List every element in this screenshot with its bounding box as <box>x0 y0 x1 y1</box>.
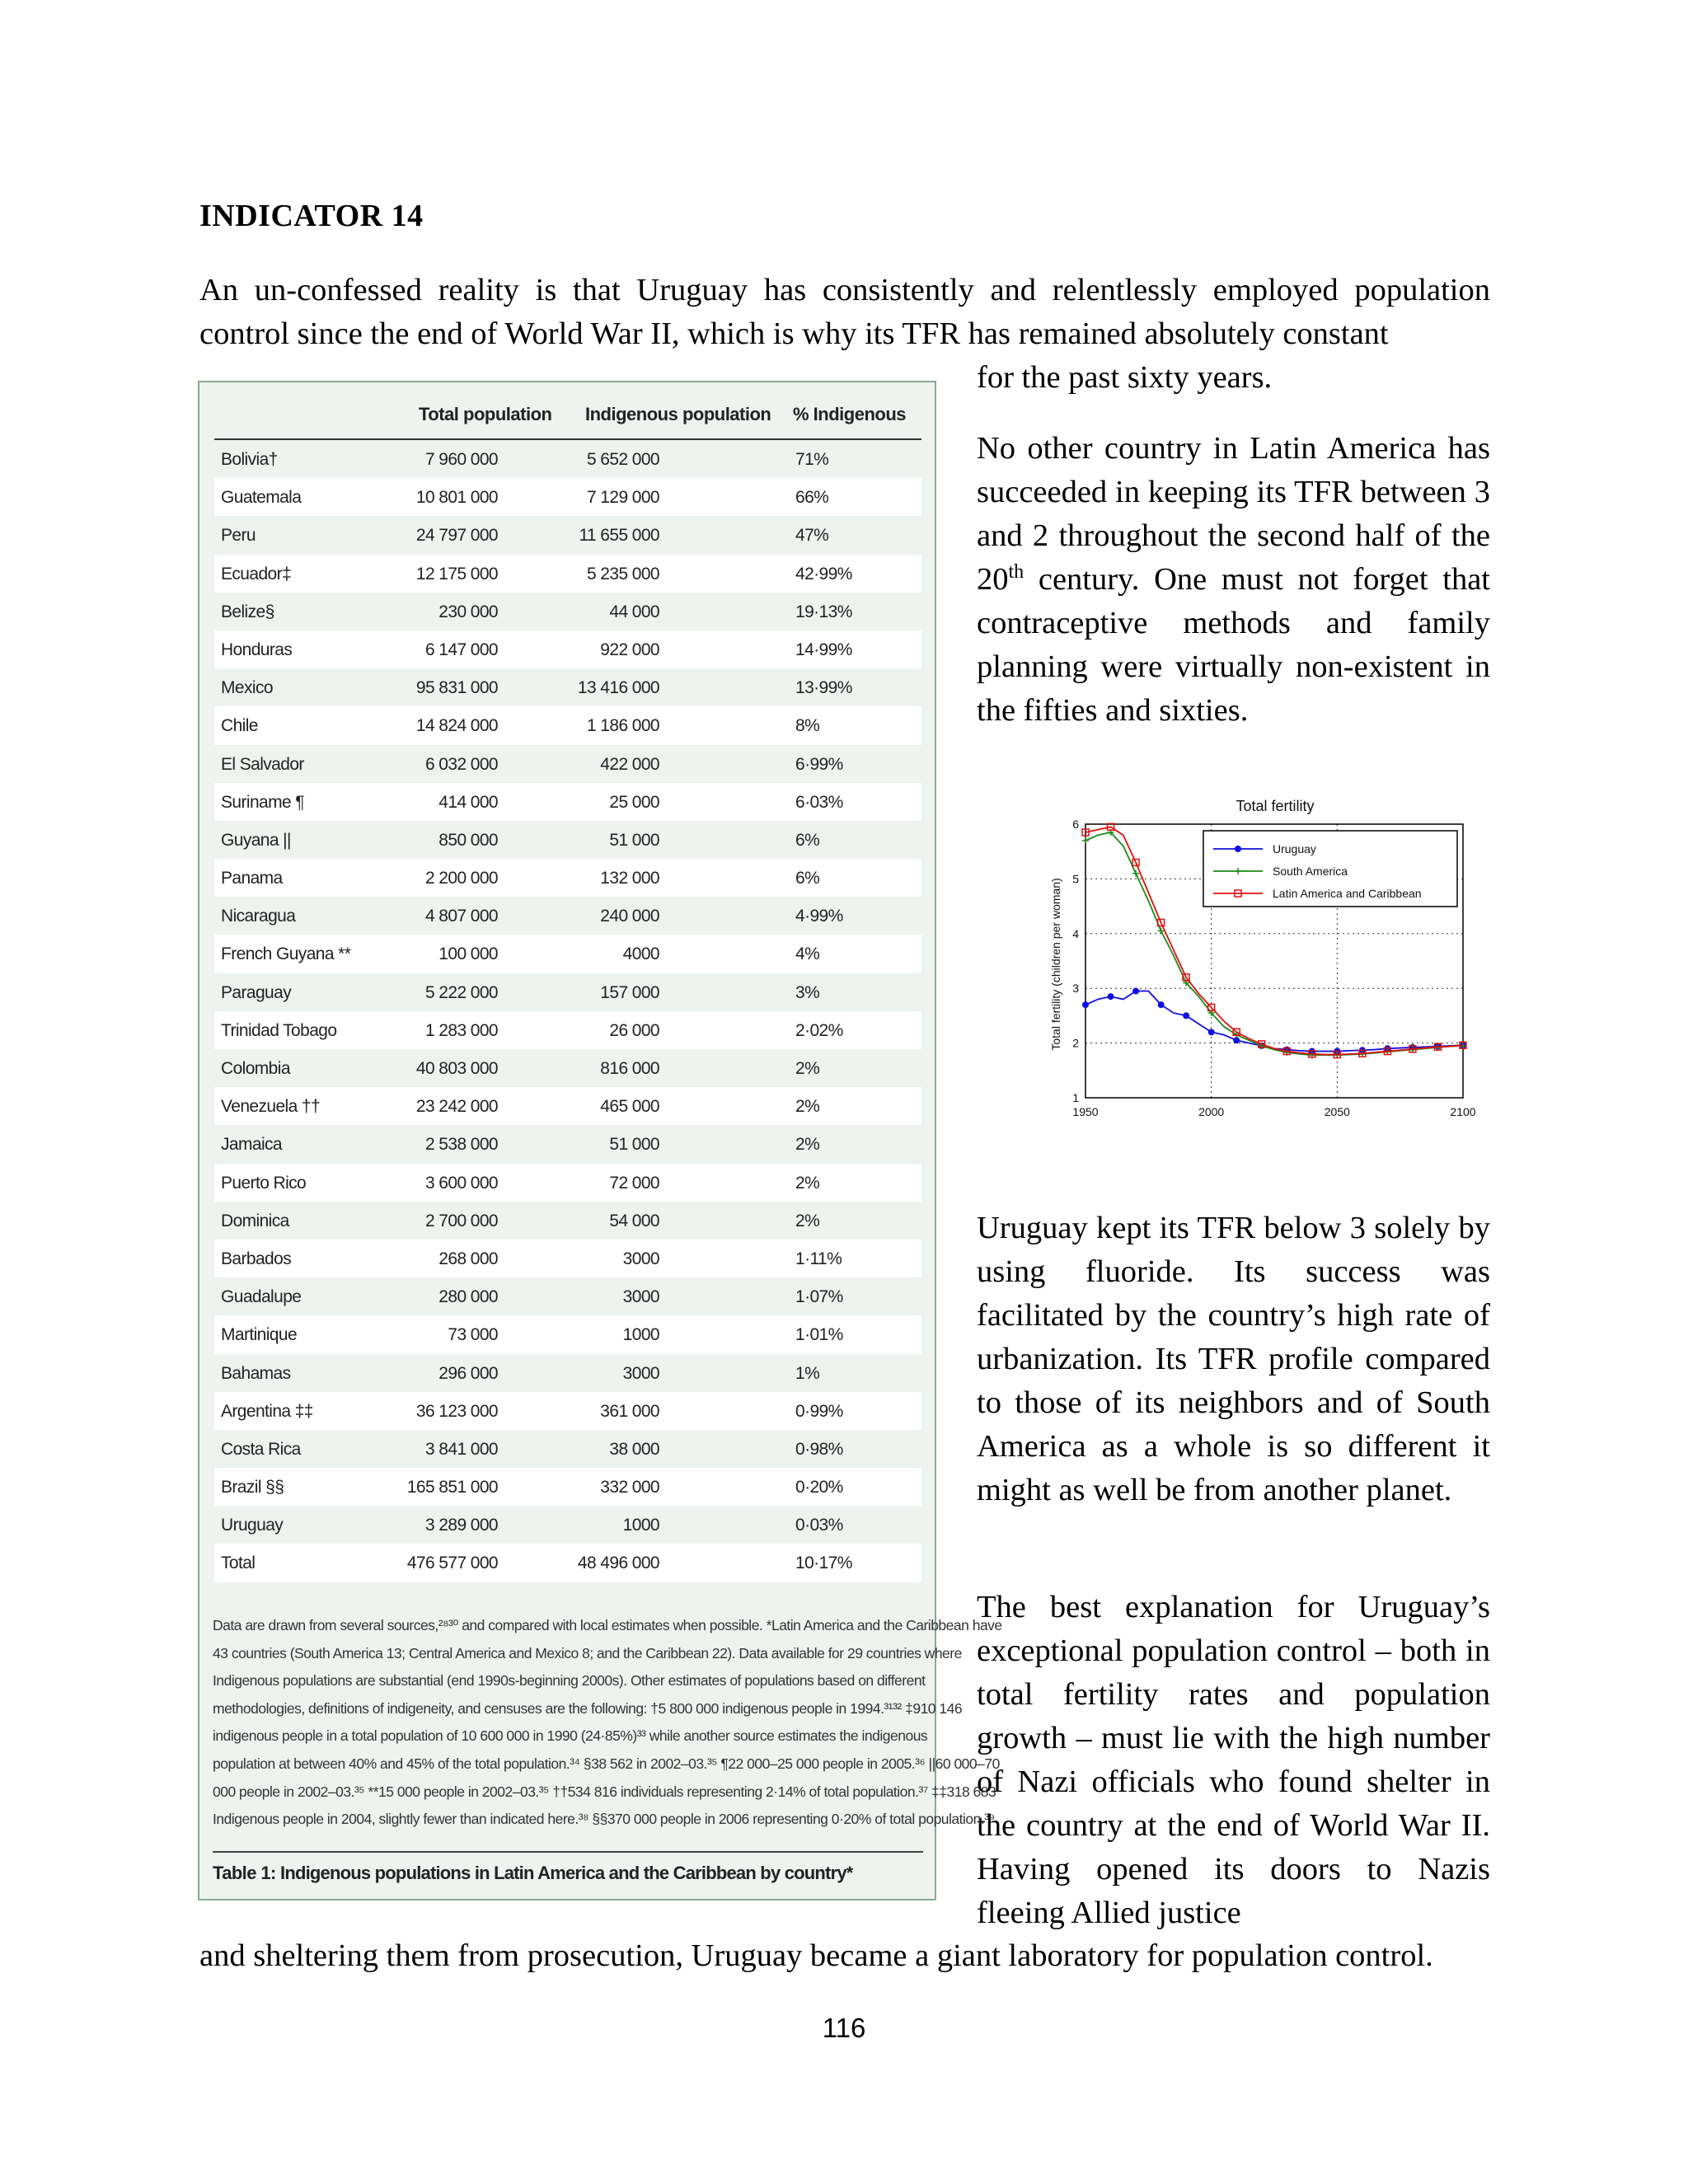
y-tick-label: 5 <box>1072 872 1079 886</box>
cell-total-population: 2 538 000 <box>424 1135 498 1155</box>
table-row <box>214 478 921 516</box>
cell-country: Suriname ¶ <box>221 792 304 812</box>
cell-total-population: 14 824 000 <box>415 716 498 736</box>
cell-percent-indigenous: 2·02% <box>795 1020 843 1040</box>
cell-total-population: 296 000 <box>438 1363 498 1383</box>
cell-percent-indigenous: 6·03% <box>795 792 843 812</box>
cell-indigenous-population: 816 000 <box>600 1059 659 1078</box>
cell-total-population: 3 600 000 <box>424 1173 498 1193</box>
table-header <box>214 382 921 440</box>
cell-total-population: 476 577 000 <box>406 1554 498 1573</box>
table-row <box>214 1049 921 1087</box>
cell-indigenous-population: 3000 <box>622 1249 659 1268</box>
cell-indigenous-population: 240 000 <box>600 907 659 926</box>
cell-country: Costa Rica <box>221 1439 301 1459</box>
table-row <box>214 516 921 554</box>
cell-percent-indigenous: 0·03% <box>795 1516 843 1535</box>
table-row <box>214 668 921 706</box>
cell-percent-indigenous: 66% <box>795 488 829 508</box>
cell-indigenous-population: 465 000 <box>600 1097 659 1117</box>
table-row <box>214 897 921 935</box>
cell-total-population: 24 797 000 <box>415 526 498 546</box>
cell-country: Chile <box>221 716 258 736</box>
cell-percent-indigenous: 2% <box>795 1173 820 1193</box>
y-tick-label: 4 <box>1072 926 1079 940</box>
cell-total-population: 100 000 <box>438 944 498 964</box>
cell-indigenous-population: 5 652 000 <box>586 450 659 469</box>
cell-percent-indigenous: 1% <box>795 1363 820 1383</box>
footnote-line: methodologies, definitions of indigeneity, and censuses are the following: †5 800 000 indigenous people in 1994.³¹³² ‡910 146 <box>213 1699 963 1717</box>
data-point <box>1082 837 1089 844</box>
cell-total-population: 95 831 000 <box>415 678 498 698</box>
cell-percent-indigenous: 1·11% <box>795 1249 842 1268</box>
data-point <box>1108 993 1114 1000</box>
indigenous-population-table <box>214 382 921 1582</box>
x-tick-label: 2000 <box>1198 1105 1225 1118</box>
header-total-population: Total population <box>419 404 552 424</box>
cell-indigenous-population: 922 000 <box>600 640 659 659</box>
cell-indigenous-population: 51 000 <box>609 1135 659 1155</box>
cell-indigenous-population: 54 000 <box>609 1211 659 1230</box>
cell-indigenous-population: 4000 <box>622 944 659 964</box>
cell-indigenous-population: 1000 <box>622 1516 659 1535</box>
cell-total-population: 6 147 000 <box>424 640 498 659</box>
cell-country: El Salvador <box>221 754 304 774</box>
x-tick-label: 1950 <box>1072 1105 1099 1118</box>
legend-entry: South America <box>1273 865 1348 878</box>
paragraph-latin-america-text-a: No other country in Latin America has succeeded in keeping its TFR between 3 and 2 throughout the second half of the 20 <box>977 431 1490 597</box>
cell-country: Bolivia† <box>221 450 278 469</box>
cell-country: Argentina ‡‡ <box>221 1401 313 1421</box>
cell-indigenous-population: 361 000 <box>600 1401 659 1421</box>
cell-indigenous-population: 3000 <box>622 1363 659 1383</box>
table-row <box>214 630 921 668</box>
x-tick-label: 2100 <box>1450 1105 1476 1118</box>
table-row <box>214 1164 921 1202</box>
table-row <box>214 1430 921 1468</box>
cell-indigenous-population: 7 129 000 <box>586 488 659 508</box>
table-row <box>214 440 921 478</box>
cell-country: Guatemala <box>221 488 302 508</box>
cell-indigenous-population: 26 000 <box>609 1020 659 1040</box>
cell-total-population: 10 801 000 <box>415 488 498 508</box>
data-point <box>1208 1029 1215 1035</box>
total-fertility-chart <box>1040 791 1502 1129</box>
y-tick-label: 6 <box>1072 818 1079 831</box>
paragraph-explanation: The best explanation for Uruguay’s exceptional population control – both in total fertility rates and population growth – must lie with the high number of Nazi officials who found shelter in the country at the end of World War II. Having opened its doors to Nazis fleeing Allied justice <box>977 1590 1490 1930</box>
cell-percent-indigenous: 71% <box>795 450 829 469</box>
cell-country: Barbados <box>221 1249 292 1268</box>
table-row <box>214 1315 921 1353</box>
table-row <box>214 1277 921 1315</box>
table-row <box>214 1011 921 1049</box>
paragraph-fluoride: Uruguay kept its TFR below 3 solely by using fluoride. Its success was facilitated by the country’s high rate of urbanization. Its TFR profile compared to those of its neighbors and of South America as a whole is so different it might as well be from another planet. <box>977 1211 1490 1507</box>
cell-indigenous-population: 1000 <box>622 1325 659 1345</box>
paragraph-intro-text: An un-confessed reality is that Uruguay has consistently and relentlessly employed population control since the end of World War II, which is why its TFR has remained absolutely constant <box>199 273 1490 351</box>
table-row <box>214 859 921 897</box>
cell-indigenous-population: 38 000 <box>609 1439 659 1459</box>
cell-total-population: 3 841 000 <box>424 1439 498 1459</box>
cell-indigenous-population: 3000 <box>622 1287 659 1307</box>
data-point <box>1235 846 1241 852</box>
cell-country: Panama <box>221 869 283 888</box>
y-tick-label: 1 <box>1072 1091 1079 1104</box>
table-row <box>214 593 921 630</box>
table-row <box>214 1468 921 1506</box>
cell-country: Paraguay <box>221 982 292 1002</box>
cell-percent-indigenous: 1·01% <box>795 1325 843 1345</box>
cell-indigenous-population: 51 000 <box>609 830 659 850</box>
cell-indigenous-population: 13 416 000 <box>577 678 659 698</box>
series-uruguay <box>1082 988 1466 1055</box>
cell-country: Uruguay <box>221 1516 284 1535</box>
cell-indigenous-population: 25 000 <box>609 792 659 812</box>
cell-country: Brazil §§ <box>221 1478 284 1497</box>
cell-country: French Guyana ** <box>221 944 351 964</box>
cell-total-population: 40 803 000 <box>415 1059 498 1078</box>
cell-country: Guyana || <box>221 830 291 850</box>
table-caption-text: Indigenous populations in Latin America and the Caribbean by country* <box>275 1863 853 1883</box>
cell-total-population: 36 123 000 <box>415 1401 498 1421</box>
table-row <box>214 1087 921 1125</box>
cell-percent-indigenous: 13·99% <box>795 678 852 698</box>
paragraph-conclusion: and sheltering them from prosecution, Uruguay became a giant laboratory for population control. <box>199 1938 1433 1973</box>
footnote-line: 000 people in 2002–03.³⁵ **15 000 people in 2002–03.³⁵ ††534 816 individuals representing 2·14% of total population.³⁷ ‡‡318 683 <box>213 1783 996 1800</box>
cell-percent-indigenous: 0·20% <box>795 1478 843 1497</box>
cell-country: Honduras <box>221 640 293 659</box>
data-point <box>1183 1012 1189 1019</box>
table-row <box>214 1392 921 1430</box>
data-point <box>1082 1001 1089 1008</box>
cell-country: Belize§ <box>221 602 274 621</box>
cell-percent-indigenous: 4% <box>795 944 820 964</box>
table-row <box>214 1125 921 1163</box>
table-row <box>214 1544 921 1582</box>
cell-percent-indigenous: 42·99% <box>795 564 852 583</box>
cell-total-population: 73 000 <box>448 1325 498 1345</box>
cell-total-population: 850 000 <box>438 830 498 850</box>
footnote-line: indigenous people in a total population of 10 600 000 in 1990 (24·85%)³³ while another source estimates the indigenous <box>213 1727 928 1745</box>
cell-total-population: 4 807 000 <box>424 907 498 926</box>
cell-total-population: 268 000 <box>438 1249 498 1268</box>
cell-percent-indigenous: 2% <box>795 1135 820 1155</box>
table-footnote <box>213 1612 1002 1834</box>
cell-country: Puerto Rico <box>221 1173 307 1193</box>
ordinal-superscript: th <box>1008 561 1025 583</box>
cell-indigenous-population: 11 655 000 <box>579 526 659 546</box>
cell-country: Peru <box>221 526 256 546</box>
cell-country: Total <box>221 1554 256 1573</box>
header-indigenous-population: Indigenous population <box>585 404 771 424</box>
cell-indigenous-population: 132 000 <box>600 869 659 888</box>
cell-country: Dominica <box>221 1211 289 1230</box>
footnote-line: 43 countries (South America 13; Central America and Mexico 8; and the Caribbean 22). Data available for 29 countries where <box>213 1644 962 1661</box>
cell-percent-indigenous: 0·99% <box>795 1401 843 1421</box>
paragraph-latin-america-text-b: century. One must not forget that contraceptive methods and family planning were virtually non-existent in the fifties and sixties. <box>977 562 1490 728</box>
legend-entry: Latin America and Caribbean <box>1273 887 1422 900</box>
cell-total-population: 280 000 <box>438 1287 498 1307</box>
cell-country: Colombia <box>221 1059 290 1078</box>
cell-total-population: 12 175 000 <box>415 564 498 583</box>
cell-total-population: 3 289 000 <box>424 1516 498 1535</box>
table-row <box>214 1202 921 1240</box>
paragraph-latin-america <box>977 427 1490 733</box>
cell-indigenous-population: 44 000 <box>609 602 659 621</box>
cell-total-population: 2 700 000 <box>424 1211 498 1230</box>
table-caption-label: Table 1: <box>213 1863 276 1883</box>
data-point <box>1132 988 1139 995</box>
chart-y-axis-label: Total fertility (children per woman) <box>1049 878 1062 1051</box>
cell-total-population: 23 242 000 <box>415 1097 498 1117</box>
page-number: 116 <box>822 2013 866 2043</box>
y-tick-label: 2 <box>1072 1036 1079 1050</box>
chart-svg <box>1040 791 1502 1129</box>
cell-percent-indigenous: 19·13% <box>795 602 852 621</box>
cell-country: Mexico <box>221 678 273 698</box>
table-row <box>214 555 921 593</box>
chart-title: Total fertility <box>1236 798 1315 814</box>
table-row <box>214 706 921 744</box>
table-row <box>214 783 921 821</box>
cell-percent-indigenous: 2% <box>795 1211 820 1230</box>
data-point <box>1132 870 1139 877</box>
cell-indigenous-population: 48 496 000 <box>577 1554 659 1573</box>
cell-country: Nicaragua <box>221 907 296 926</box>
table-row <box>214 1354 921 1392</box>
cell-total-population: 1 283 000 <box>424 1020 498 1040</box>
table-row <box>214 973 921 1011</box>
cell-total-population: 165 851 000 <box>406 1478 498 1497</box>
chart-legend <box>1203 831 1457 907</box>
cell-indigenous-population: 1 186 000 <box>586 716 659 736</box>
cell-percent-indigenous: 6·99% <box>795 754 843 774</box>
cell-country: Trinidad Tobago <box>221 1020 337 1040</box>
cell-percent-indigenous: 6% <box>795 830 820 850</box>
cell-percent-indigenous: 2% <box>795 1059 820 1078</box>
cell-percent-indigenous: 10·17% <box>795 1554 852 1573</box>
table-caption <box>213 1863 853 1884</box>
header-percent-indigenous: % Indigenous <box>793 404 906 424</box>
caption-divider <box>213 1851 923 1853</box>
table-row <box>214 1506 921 1544</box>
cell-percent-indigenous: 6% <box>795 869 820 888</box>
table-row <box>214 821 921 859</box>
cell-country: Jamaica <box>221 1135 282 1155</box>
cell-percent-indigenous: 0·98% <box>795 1439 843 1459</box>
cell-total-population: 414 000 <box>438 792 498 812</box>
cell-percent-indigenous: 3% <box>795 982 820 1002</box>
series-line <box>1085 991 1463 1052</box>
table-body <box>214 440 921 1582</box>
cell-indigenous-population: 5 235 000 <box>586 564 659 583</box>
cell-total-population: 2 200 000 <box>424 869 498 888</box>
legend-entry: Uruguay <box>1273 842 1316 855</box>
indigenous-population-table-panel <box>198 381 1002 1900</box>
cell-total-population: 5 222 000 <box>424 982 498 1002</box>
cell-percent-indigenous: 4·99% <box>795 907 843 926</box>
cell-indigenous-population: 72 000 <box>609 1173 659 1193</box>
cell-indigenous-population: 422 000 <box>600 754 659 774</box>
cell-total-population: 230 000 <box>438 602 498 621</box>
cell-country: Bahamas <box>221 1363 291 1383</box>
cell-percent-indigenous: 8% <box>795 716 820 736</box>
cell-indigenous-population: 332 000 <box>600 1478 659 1497</box>
cell-indigenous-population: 157 000 <box>600 982 659 1002</box>
footnote-line: Data are drawn from several sources,²⁸³⁰ and compared with local estimates when possible. *Latin America and the Caribbean have <box>213 1617 1002 1633</box>
cell-country: Guadalupe <box>221 1287 302 1307</box>
footnote-line: population at between 40% and 45% of the total population.³⁴ §38 562 in 2002–03.³⁵ ¶22 000–25 000 people in 2005.³⁶ ||60 000–70 <box>213 1755 1000 1772</box>
cell-percent-indigenous: 47% <box>795 526 829 546</box>
indicator-heading: INDICATOR 14 <box>199 199 424 233</box>
table-row <box>214 1240 921 1277</box>
cell-percent-indigenous: 1·07% <box>795 1287 843 1307</box>
cell-percent-indigenous: 2% <box>795 1097 820 1117</box>
cell-percent-indigenous: 14·99% <box>795 640 852 659</box>
cell-total-population: 7 960 000 <box>424 450 498 469</box>
cell-country: Venezuela †† <box>221 1097 321 1117</box>
table-row <box>214 935 921 972</box>
paragraph-intro <box>199 269 1490 356</box>
table-row <box>214 745 921 783</box>
paragraph-intro-tail: for the past sixty years. <box>977 360 1273 395</box>
footnote-line: Indigenous populations are substantial (end 1990s-beginning 2000s). Other estimates of populations based on different <box>213 1672 926 1690</box>
y-tick-label: 3 <box>1072 982 1079 996</box>
cell-country: Martinique <box>221 1325 298 1345</box>
footnote-line: Indigenous people in 2004, slightly fewer than indicated here.³⁸ §§370 000 people in 2006 representing 0·20% of total population.³⁹ <box>213 1811 995 1828</box>
x-tick-label: 2050 <box>1324 1105 1350 1118</box>
cell-total-population: 6 032 000 <box>424 754 498 774</box>
cell-country: Ecuador‡ <box>221 564 292 583</box>
data-point <box>1158 1001 1165 1008</box>
